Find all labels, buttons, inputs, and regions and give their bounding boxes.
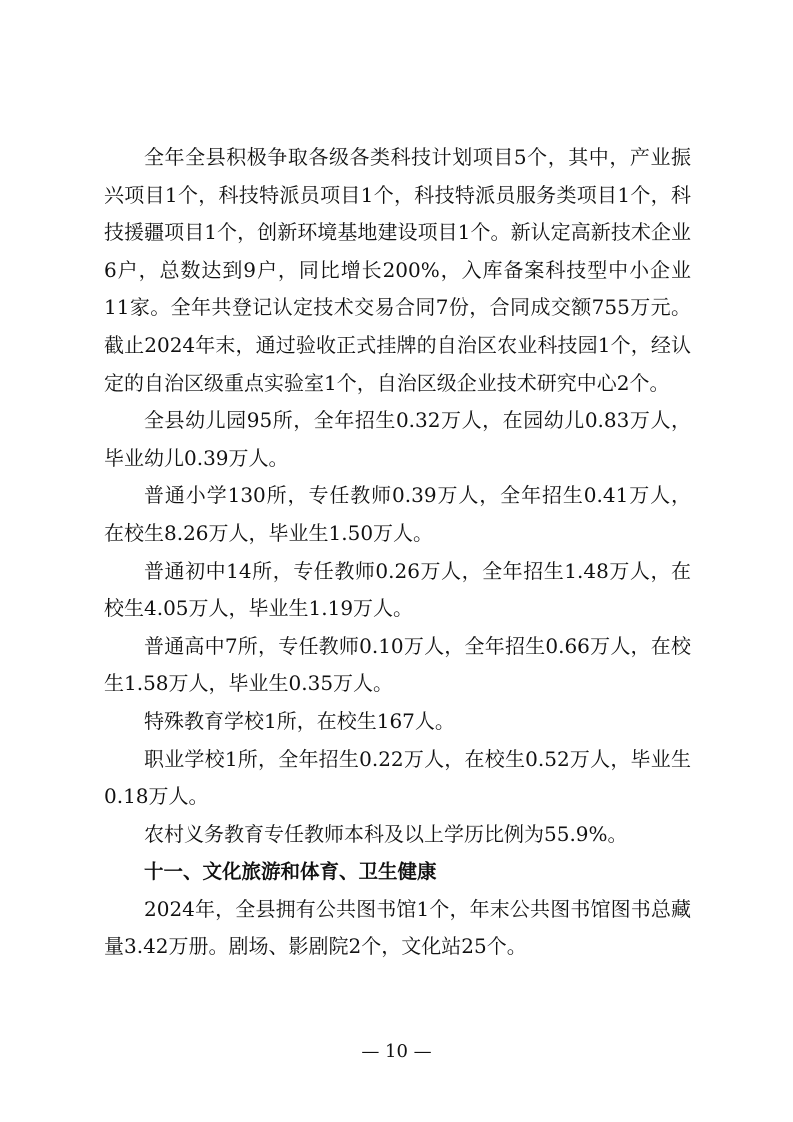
page-number: — 10 — bbox=[361, 1041, 432, 1062]
paragraph-vocational-schools: 职业学校1所，全年招生0.22万人，在校生0.52万人，毕业生0.18万人。 bbox=[104, 746, 691, 809]
paragraph-kindergartens: 全县幼儿园95所，全年招生0.32万人，在园幼儿0.83万人，毕业幼儿0.39万人。 bbox=[104, 408, 691, 470]
paragraph-science-technology: 全年全县积极争取各级各类科技计划项目5个，其中，产业振兴项目1个，科技特派员项目1个，科技特派员服务类项目1个，科技援疆项目1个，创新环境基地建设项目1个。新认定高新技术企业6户，总数达到9户，同比增长200%，入库备案科技型中小企业11家。全年共登记认定技术交易合同7份，合同成交额755万元。截止2024年末，通过验收正式挂牌的自治区农业科技园1个，经认定的自治区级重点实验室1个，自治区级企业技术研究中心2个。 bbox=[104, 145, 691, 395]
paragraph-primary-schools: 普通小学130所，专任教师0.39万人，全年招生0.41万人，在校生8.26万人，毕业生1.50万人。 bbox=[104, 483, 691, 545]
paragraph-rural-teachers: 农村义务教育专任教师本科及以上学历比例为55.9%。 bbox=[144, 821, 628, 846]
paragraph-junior-high-schools: 普通初中14所，专任教师0.26万人，全年招生1.48万人，在校生4.05万人，毕业生1.19万人。 bbox=[104, 558, 691, 621]
paragraph-libraries-culture: 2024年，全县拥有公共图书馆1个，年末公共图书馆图书总藏量3.42万册。剧场、影剧院2个，文化站25个。 bbox=[104, 896, 691, 959]
paragraph-senior-high-schools: 普通高中7所，专任教师0.10万人，全年招生0.66万人，在校生1.58万人，毕业生0.35万人。 bbox=[104, 633, 691, 696]
document-body bbox=[104, 139, 691, 966]
paragraph-special-education: 特殊教育学校1所，在校生167人。 bbox=[144, 708, 455, 733]
section-heading-culture-health: 十一、文化旅游和体育、卫生健康 bbox=[144, 860, 437, 884]
